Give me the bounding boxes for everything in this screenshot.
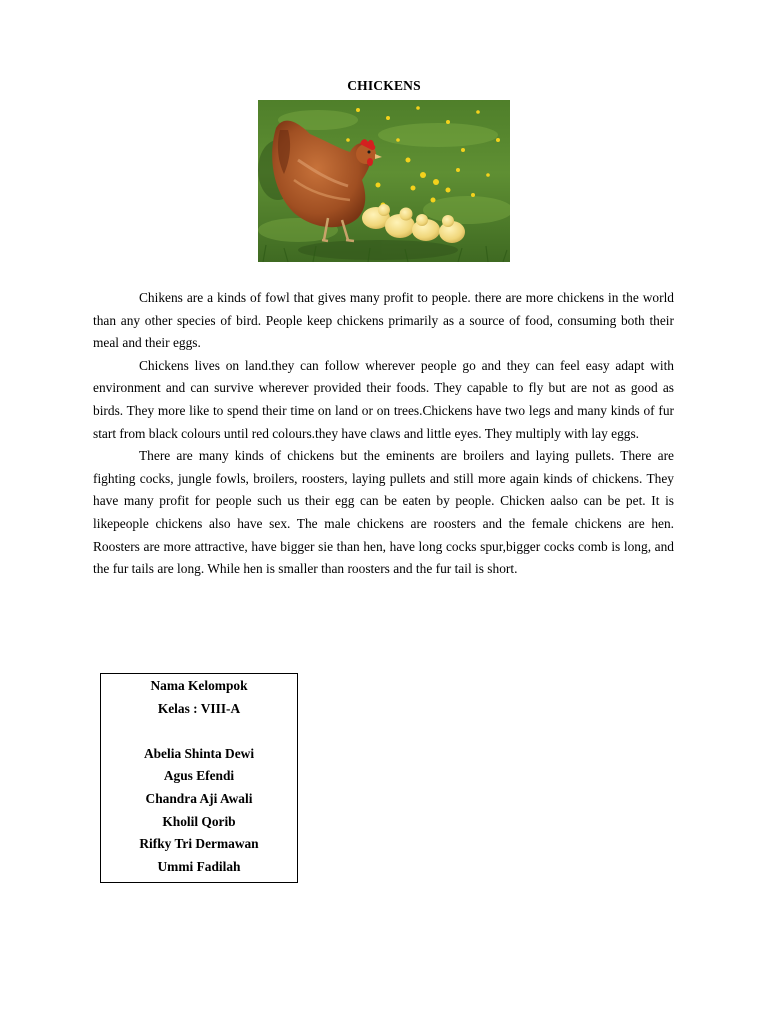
member-name: Agus Efendi [163,768,235,784]
member-name: Chandra Aji Awali [145,790,253,806]
member-name: Abelia Shinta Dewi [143,745,255,761]
group-heading: Nama Kelompok [150,678,248,693]
page-title: CHICKENS [347,78,421,93]
paragraph-2: Chickens lives on land.they can follow wherever people go and they can feel easy adapt with environment and can survive wherever provided their foods. They capable to fly but are not as good as birds. They more like to spend their time on land or on trees.Chickens have two legs and many kinds of fur start from black colours until red colours.they have claws and little eyes. They multiply with lay eggs. [93,357,674,441]
class-label: Kelas : VIII-A [157,700,241,716]
member-name: Rifky Tri Dermawan [139,836,259,852]
paragraph-1: Chikens are a kinds of fowl that gives many profit to people. there are more chickens in the world than any other species of bird. People keep chickens primarily as a source of food, consuming both their meal and their eggs. [93,290,674,351]
member-name: Ummi Fadilah [157,858,241,874]
group-info-box [100,673,298,883]
document-body [93,287,674,581]
member-name: Kholil Qorib [162,813,236,829]
spacer [101,720,297,743]
hen-with-chicks-image [258,100,510,262]
paragraph-3: There are many kinds of chickens but the eminents are broilers and laying pullets. There are fighting cocks, jungle fowls, broilers, roosters, laying pullets and still more again kinds of chickens. They have many profit for people such us their egg can be eaten by people. Chicken aalso can be pet. It is likepeople chickens also have sex. The male chickens are roosters and the female chickens are hen. Roosters are more attractive, have bigger sie than hen, have long cocks spur,bigger cocks comb is long, and the fur tails are long. While hen is smaller than roosters and the fur tail is short. [93,448,674,577]
